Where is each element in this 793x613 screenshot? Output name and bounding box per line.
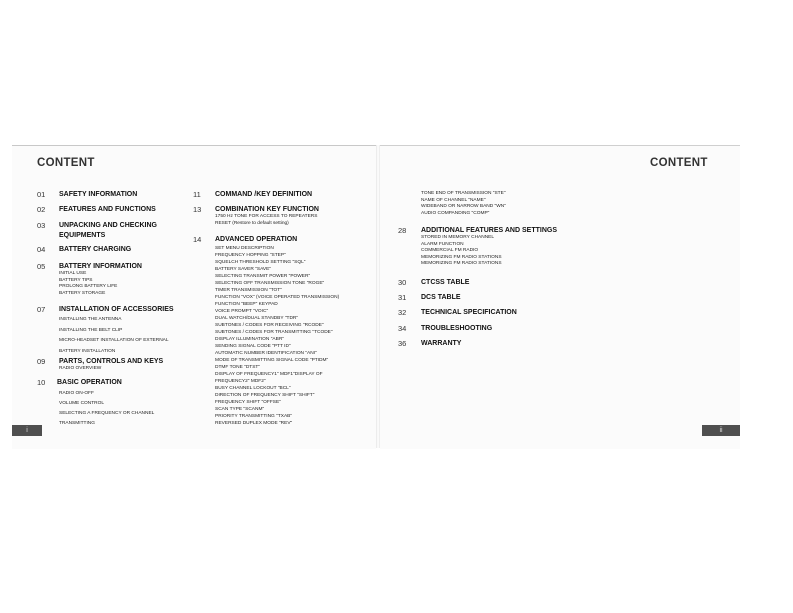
toc-subsection: FREQUENCY SHIFT "OFFSE" bbox=[215, 400, 281, 405]
toc-subsection: INITIAL USE bbox=[59, 271, 87, 276]
toc-subsection: TONE END OF TRANSMISSION "STE" bbox=[421, 191, 506, 196]
toc-entry-number: 36 bbox=[398, 339, 407, 348]
toc-subsection: BUSY CHANNEL LOCKOUT "BCL" bbox=[215, 386, 291, 391]
toc-subsection: FUNCTION "VOX" (VOICE OPERATED TRANSMISSION) bbox=[215, 295, 340, 300]
toc-entry-title: TROUBLESHOOTING bbox=[421, 325, 493, 332]
toc-subsection: SUBTONES / CODES FOR TRANSMITTING "TCODE" bbox=[215, 330, 333, 335]
right-page-heading: CONTENT bbox=[650, 157, 708, 169]
toc-entry-number: 31 bbox=[398, 293, 407, 302]
toc-subsection: RADIO ON-OFF bbox=[59, 391, 94, 396]
toc-subsection: VOICE PROMPT "VOIC" bbox=[215, 309, 269, 314]
right-page-number: ii bbox=[702, 425, 740, 436]
toc-subsection: STORED IN MEMORY CHANNEL bbox=[421, 235, 495, 240]
toc-entry-title: WARRANTY bbox=[421, 340, 462, 347]
toc-subsection: FUNCTION "BEEP" KEYPAD bbox=[215, 302, 278, 307]
toc-entry-title-line2: EQUIPMENTS bbox=[59, 232, 106, 239]
toc-subsection: TIMER TRANSMISSION "TOT" bbox=[215, 288, 282, 293]
toc-entry-title: FEATURES AND FUNCTIONS bbox=[59, 206, 156, 213]
toc-entry-number: 07 bbox=[37, 305, 46, 314]
toc-subsection: RESET (Restore to default setting) bbox=[215, 220, 289, 226]
toc-subsection: SELECTING OFF TRANSMISSION TONE "ROGE" bbox=[215, 281, 325, 286]
toc-subsection: REVERSED DUPLEX MODE "REV" bbox=[215, 421, 293, 426]
toc-subsection: COMMERCIAL FM RADIO bbox=[421, 248, 479, 254]
toc-entry-title: SAFETY INFORMATION bbox=[59, 191, 138, 198]
toc-entry-title: DCS TABLE bbox=[421, 294, 461, 301]
toc-subsection: BATTERY SAVER "SAVE" bbox=[215, 267, 272, 272]
toc-subsection: WIDEBAND OR NARROW BAND "WN" bbox=[421, 204, 506, 210]
toc-subsection: BATTERY INSTALLATION bbox=[59, 348, 116, 354]
toc-subsection: FREQUENCY2" MDF2" bbox=[215, 379, 266, 384]
toc-entry-title: UNPACKING AND CHECKING bbox=[59, 222, 157, 229]
toc-entry-number: 28 bbox=[398, 226, 407, 235]
toc-subsection: MEMORIZING FM RADIO STATIONS bbox=[421, 261, 502, 267]
toc-entry-number: 34 bbox=[398, 324, 407, 333]
toc-entry-title: BATTERY INFORMATION bbox=[59, 263, 142, 270]
toc-subsection: SQUELCH THRESHOLD SETTING "SQL" bbox=[215, 260, 306, 265]
toc-entry-title: BATTERY CHARGING bbox=[59, 246, 132, 253]
toc-entry-number: 09 bbox=[37, 357, 46, 366]
toc-subsection: ALARM FUNCTION bbox=[421, 241, 464, 247]
toc-subsection: DIRECTION OF FREQUENCY SHIFT "SHIFT" bbox=[215, 393, 315, 398]
toc-entry-number: 04 bbox=[37, 245, 46, 254]
toc-entry-number: 05 bbox=[37, 262, 46, 271]
toc-subsection: PROLONG BATTERY LIFE bbox=[59, 284, 118, 290]
toc-subsection: MEMORIZING FM RADIO STATIONS bbox=[421, 254, 502, 260]
toc-subsection: SET MENU DESCRIPTION bbox=[215, 246, 274, 251]
toc-subsection: AUTOMATIC NUMBER IDENTIFICATION "ANI" bbox=[215, 351, 317, 356]
toc-subsection-list bbox=[59, 271, 117, 297]
toc-subsection: DTMF TONE "DTST" bbox=[215, 365, 261, 370]
toc-continued-subsection-list bbox=[421, 191, 506, 217]
toc-entry-title: CTCSS TABLE bbox=[421, 279, 470, 286]
toc-entry-number: 30 bbox=[398, 278, 407, 287]
toc-subsection: NAME OF CHANNEL "NAME" bbox=[421, 197, 486, 203]
toc-entry-title: ADDITIONAL FEATURES AND SETTINGS bbox=[421, 227, 557, 234]
toc-entry-title: COMBINATION KEY FUNCTION bbox=[215, 206, 319, 213]
toc-entry-title: PARTS, CONTROLS AND KEYS bbox=[59, 358, 164, 365]
toc-entry-title: INSTALLATION OF ACCESSORIES bbox=[59, 306, 174, 313]
toc-subsection-list bbox=[215, 245, 339, 427]
toc-subsection: BATTERY STORAGE bbox=[59, 290, 106, 296]
toc-entry-number: 03 bbox=[37, 221, 46, 230]
toc-entry-number: 13 bbox=[193, 205, 202, 214]
toc-entry-title: ADVANCED OPERATION bbox=[215, 236, 298, 243]
toc-subsection-list bbox=[59, 315, 169, 357]
toc-subsection-list bbox=[59, 366, 101, 373]
toc-subsection: AUDIO COMPANDING "COMP" bbox=[421, 210, 490, 216]
toc-subsection: 1750 Hz TONE FOR ACCESS TO REPEATERS bbox=[215, 214, 318, 219]
toc-subsection: TRANSMITTING bbox=[59, 421, 95, 426]
toc-entry-number: 02 bbox=[37, 205, 46, 214]
toc-entry-title: COMMAND /KEY DEFINITION bbox=[215, 191, 313, 198]
toc-entry-number: 11 bbox=[193, 190, 201, 199]
toc-subsection: FREQUENCY HOPPING "STEP" bbox=[215, 253, 286, 258]
toc-subsection: SCAN TYPE "SCANM" bbox=[215, 407, 265, 412]
toc-subsection: RADIO OVERVIEW bbox=[59, 366, 102, 371]
toc-subsection: MODE OF TRANSMITTING SIGNAL CODE "PTIDM" bbox=[215, 358, 329, 363]
toc-subsection: SELECTING TRANSMIT POWER "POWER" bbox=[215, 274, 311, 279]
toc-entry-number: 32 bbox=[398, 308, 407, 317]
toc-subsection: DUAL WATCH/DUAL STANDBY "TDR" bbox=[215, 316, 299, 321]
toc-subsection: PRIORITY TRANSMITTING "TXAB" bbox=[215, 414, 293, 419]
toc-subsection: SUBTONES / CODES FOR RECEIVING "RCODE" bbox=[215, 323, 324, 328]
toc-subsection: DISPLAY ILLUMINATION "ABR" bbox=[215, 337, 284, 342]
toc-entry-title: BASIC OPERATION bbox=[57, 379, 122, 386]
left-page-number: i bbox=[12, 425, 42, 436]
toc-subsection: INSTALLING THE ANTENNA bbox=[59, 317, 122, 322]
toc-subsection: VOLUME CONTROL bbox=[59, 401, 105, 406]
toc-subsection: SENDING SIGNAL CODE "PTT ID" bbox=[215, 344, 291, 349]
toc-subsection: DISPLAY OF FREQUENCY1" MDF1"DISPLAY OF bbox=[215, 372, 323, 377]
toc-entry-number: 01 bbox=[37, 190, 46, 199]
toc-subsection-list bbox=[59, 389, 154, 429]
toc-subsection: MICRO-HEADSET INSTALLATION OF EXTERNAL bbox=[59, 338, 169, 343]
toc-subsection: BATTERY TIPS bbox=[59, 277, 93, 283]
toc-subsection-list bbox=[215, 214, 317, 227]
toc-entry-title: TECHNICAL SPECIFICATION bbox=[421, 309, 517, 316]
toc-entry-number: 10 bbox=[37, 378, 46, 387]
left-page-heading: CONTENT bbox=[37, 157, 95, 169]
toc-entry-number: 14 bbox=[193, 235, 202, 244]
toc-subsection: INSTALLING THE BELT CLIP bbox=[59, 327, 123, 333]
toc-subsection-list bbox=[421, 235, 502, 268]
toc-subsection: SELECTING A FREQUENCY OR CHANNEL bbox=[59, 411, 155, 416]
